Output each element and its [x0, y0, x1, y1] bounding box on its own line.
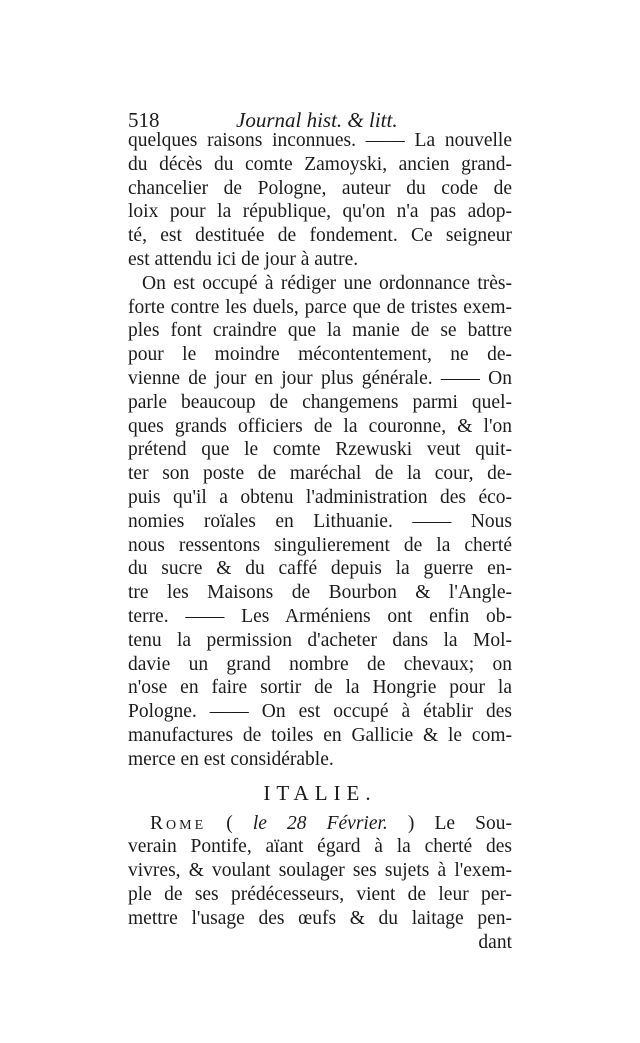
page-number: 518: [128, 108, 160, 132]
text-line: pour le moindre mécontentement, ne de-: [128, 344, 512, 366]
text-line: terre. —— Les Arméniens ont enfin ob-: [128, 605, 512, 627]
text-line: nomies roïales en Lithuanie. —— Nous: [128, 510, 512, 532]
dateline-open: (: [206, 812, 253, 834]
text-line: verain Pontife, aïant égard à la cherté des: [128, 836, 512, 858]
text-line: vivres, & voulant soulager ses sujets à l'exem-: [128, 860, 512, 882]
dateline-place: Rome: [150, 812, 207, 834]
dateline: [128, 812, 512, 836]
text-line: On est occupé à rédiger une ordonnance très-: [142, 272, 512, 294]
text-line: puis qu'il a obtenu l'administration des éco-: [128, 486, 512, 508]
body-text: [128, 129, 512, 954]
paragraph-poland-1: [128, 129, 512, 272]
text-line: merce en est considérable.: [128, 748, 334, 770]
section-heading-italie: ITALIE.: [263, 780, 377, 805]
dateline-date: le 28 Février.: [252, 812, 388, 834]
dateline-close: ) Le Sou-: [387, 812, 512, 834]
text-line: ple de ses prédécesseurs, vient de leur per-: [128, 883, 512, 905]
text-line: chancelier de Pologne, auteur du code de: [128, 177, 512, 199]
text-line: vienne de jour en jour plus générale. —— On: [128, 367, 512, 389]
paragraph-rome: [128, 812, 512, 955]
text-line: forte contre les duels, parce que de tristes exem-: [128, 296, 512, 318]
text-line: du décès du comte Zamoyski, ancien grand-: [128, 153, 512, 175]
text-line: davie un grand nombre de chevaux; on: [128, 653, 512, 675]
text-line: Pologne. —— On est occupé à établir des: [128, 701, 512, 723]
running-head: Journal hist. & litt.: [236, 108, 398, 132]
text-line: loix pour la république, qu'on n'a pas adop-: [128, 201, 512, 223]
text-line: du sucre & du caffé depuis la guerre en-: [128, 558, 512, 580]
text-line: mettre l'usage des œufs & du laitage pen-: [128, 907, 512, 929]
text-line: ples font craindre que la manie de se battre: [128, 320, 512, 342]
text-line: tre les Maisons de Bourbon & l'Angle-: [128, 582, 512, 604]
text-line: prétend que le comte Rzewuski veut quit-: [128, 439, 512, 461]
text-line: té, est destituée de fondement. Ce seigneur: [128, 225, 512, 247]
text-line: tenu la permission d'acheter dans la Mol-: [128, 629, 512, 651]
text-line: n'ose en faire sortir de la Hongrie pour la: [128, 677, 512, 699]
text-line: est attendu ici de jour à autre.: [128, 248, 359, 270]
catchword: dant: [478, 931, 512, 953]
text-line: parle beaucoup de changemens parmi quel-: [128, 391, 512, 413]
text-line: ques grands officiers de la couronne, & l'on: [128, 415, 512, 437]
paragraph-poland-2: [128, 272, 512, 772]
text-line: manufactures de toiles en Gallicie & le com-: [128, 724, 512, 746]
text-line: nous ressentons singulierement de la cherté: [128, 534, 512, 556]
text-line: quelques raisons inconnues. —— La nouvelle: [128, 130, 512, 151]
text-line: ter son poste de maréchal de la cour, de-: [128, 463, 512, 485]
